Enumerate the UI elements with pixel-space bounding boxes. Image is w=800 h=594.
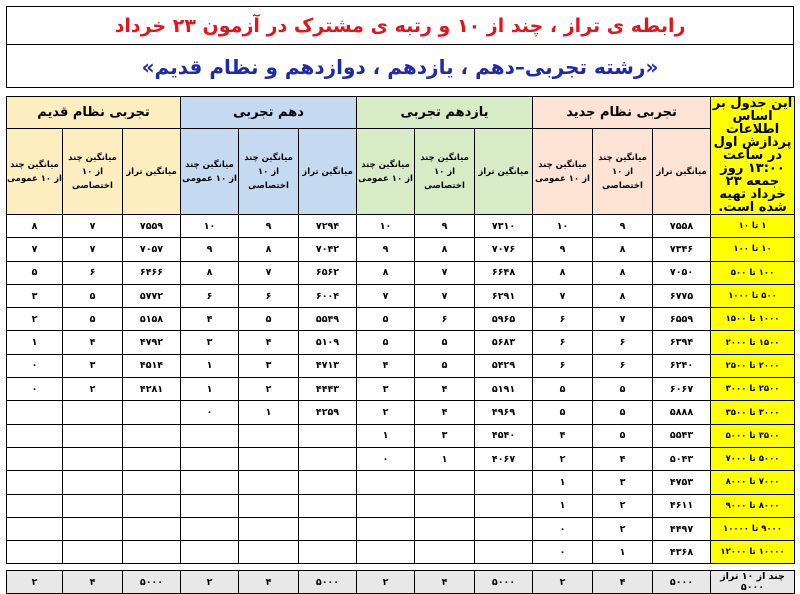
table-cell: ۱۰ [533,215,593,238]
table-cell: ۶ [593,331,653,354]
table-cell: ۷ [593,308,653,331]
table-cell: ۶ [533,308,593,331]
table-cell: ۷ [415,261,475,284]
sub-header-10-1: میانگین چند از ۱۰ اختصاصی [239,129,299,215]
table-cell [239,424,299,447]
table-cell: ۵ [593,424,653,447]
table-cell: ۲ [357,401,415,424]
table-cell [181,471,239,494]
table-cell: ۵ [63,308,123,331]
rank-range: ۱۰ تا ۱۰۰ [711,238,795,261]
rank-range: ۵۰۰ تا ۱۰۰۰ [711,284,795,307]
table-row [7,471,795,494]
rank-range: ۷۰۰۰ تا ۸۰۰۰ [711,471,795,494]
table-cell [239,517,299,540]
table-cell: ۹ [593,215,653,238]
table-cell: ۲ [593,517,653,540]
table-cell: ۴۰۶۷ [475,447,533,470]
table-cell: ۵۶۸۳ [475,331,533,354]
table-spacer [7,564,795,571]
table-cell [299,494,357,517]
table-cell: ۲ [239,378,299,401]
table-cell: ۴۲۵۹ [299,401,357,424]
table-cell: ۴ [533,424,593,447]
footer-cell: ۲ [7,571,63,594]
table-row [7,354,795,377]
table-cell: ۵۰۴۳ [653,447,711,470]
table-cell [7,424,63,447]
table-cell [415,494,475,517]
sub-header-new-0: میانگین تراز [653,129,711,215]
table-cell: ۶ [593,354,653,377]
table-cell: ۸ [533,261,593,284]
table-cell: ۵ [357,331,415,354]
table-cell: ۶ [533,354,593,377]
table-cell [239,447,299,470]
table-cell [299,517,357,540]
table-cell [239,541,299,564]
table-cell [63,517,123,540]
table-cell [63,541,123,564]
table-cell: ۴ [63,331,123,354]
table-cell: ۳ [63,354,123,377]
table-cell: ۶۲۹۱ [475,284,533,307]
table-row [7,401,795,424]
table-cell: ۴ [239,331,299,354]
table-cell: ۴ [181,308,239,331]
table-cell [475,517,533,540]
footer-cell: ۲ [357,571,415,594]
table-cell: ۵۴۲۹ [475,354,533,377]
table-cell: ۱ [533,494,593,517]
table-cell: ۷ [415,284,475,307]
table-cell: ۰ [533,517,593,540]
rank-range: ۱۵۰۰ تا ۲۰۰۰ [711,331,795,354]
table-cell: ۷۰۵۰ [653,261,711,284]
table-cell: ۸ [7,215,63,238]
table-cell [7,471,63,494]
footer-row [7,571,795,594]
table-cell: ۸ [593,284,653,307]
table-cell: ۱ [181,354,239,377]
table-cell: ۶ [415,308,475,331]
title-line-2: «رشته تجربی–دهم ، یازدهم ، دوازدهم و نظام قدیم» [6,44,794,88]
table-cell: ۰ [533,541,593,564]
group-header-10: دهم تجربی [181,97,357,129]
spacer-cell [7,564,795,571]
table-cell: ۹ [181,238,239,261]
rank-range: ۱۰۰ تا ۵۰۰ [711,261,795,284]
footer-cell: ۵۰۰۰ [299,571,357,594]
footer-cell: ۵۰۰۰ [123,571,181,594]
table-cell [239,471,299,494]
table-cell [123,447,181,470]
table-cell: ۷۵۵۹ [123,215,181,238]
table-cell: ۵ [533,401,593,424]
table-cell [123,517,181,540]
table-cell: ۵ [415,354,475,377]
table-cell [475,541,533,564]
table-cell: ۱ [533,471,593,494]
table-cell: ۱۰ [357,215,415,238]
table-row [7,517,795,540]
table-cell: ۳ [593,471,653,494]
footer-cell: ۴ [63,571,123,594]
table-cell: ۶ [533,331,593,354]
group-header-old: تجربی نظام قدیم [7,97,181,129]
table-cell [299,447,357,470]
rank-range: ۹۰۰۰ تا ۱۰۰۰۰ [711,517,795,540]
table-cell: ۶ [63,261,123,284]
table-cell: ۶۷۷۵ [653,284,711,307]
table-cell: ۷۳۱۰ [475,215,533,238]
table-cell: ۵ [357,308,415,331]
table-cell [7,541,63,564]
table-cell [357,541,415,564]
table-row [7,331,795,354]
table-cell: ۸ [357,261,415,284]
table-cell: ۵۵۴۳ [653,424,711,447]
table-cell [123,471,181,494]
table-cell [299,471,357,494]
table-cell: ۶ [181,284,239,307]
table-cell: ۵۹۶۵ [475,308,533,331]
table-cell: ۵۱۹۱ [475,378,533,401]
rank-range: ۱۰۰۰۰ تا ۱۲۰۰۰ [711,541,795,564]
table-cell [357,494,415,517]
table-cell: ۱ [181,378,239,401]
table-cell: ۵۵۴۹ [299,308,357,331]
table-cell: ۶۲۴۰ [653,354,711,377]
table-cell: ۶۴۶۶ [123,261,181,284]
table-cell: ۴ [415,378,475,401]
sub-header-old-1: میانگین چند از ۱۰ اختصاصی [63,129,123,215]
rank-range: ۲۰۰۰ تا ۲۵۰۰ [711,354,795,377]
table-cell: ۱ [357,424,415,447]
table-row [7,284,795,307]
table-cell [7,447,63,470]
rank-range: ۳۵۰۰ تا ۵۰۰۰ [711,424,795,447]
table-cell: ۹ [357,238,415,261]
table-cell: ۸ [593,238,653,261]
title-line-1: رابطه ی تراز ، چند از ۱۰ و رتبه ی مشترک در آزمون ۲۳ خرداد [6,6,794,44]
table-row [7,541,795,564]
table-cell [415,541,475,564]
table-cell: ۷ [63,238,123,261]
table-cell: ۸ [593,261,653,284]
table-cell: ۴۴۴۳ [299,378,357,401]
ranking-table [6,96,795,594]
table-cell: ۴ [593,447,653,470]
table-cell: ۱ [415,447,475,470]
table-cell [181,424,239,447]
footer-cell: ۵۰۰۰ [653,571,711,594]
table-cell: ۵۸۸۸ [653,401,711,424]
table-cell: ۳ [7,284,63,307]
table-row [7,424,795,447]
table-cell [7,517,63,540]
rank-range: ۲۵۰۰ تا ۳۰۰۰ [711,378,795,401]
table-cell: ۴۵۴۰ [475,424,533,447]
table-cell: ۲ [7,308,63,331]
sub-header-10-2: میانگین چند از ۱۰ عمومی [181,129,239,215]
table-cell: ۷ [533,284,593,307]
table-cell [299,541,357,564]
table-cell [299,424,357,447]
table-cell: ۰ [7,354,63,377]
table-cell: ۴۷۱۳ [299,354,357,377]
table-cell: ۱ [239,401,299,424]
table-cell: ۰ [357,447,415,470]
table-row [7,261,795,284]
table-cell: ۴ [415,401,475,424]
rank-range: ۵۰۰۰ تا ۷۰۰۰ [711,447,795,470]
table-cell: ۷۰۴۲ [299,238,357,261]
table-cell: ۲ [593,494,653,517]
table-cell: ۱۰ [181,215,239,238]
table-cell: ۵ [239,308,299,331]
table-cell [63,424,123,447]
table-cell: ۴۷۵۳ [653,471,711,494]
table-cell: ۳ [415,424,475,447]
table-cell: ۵ [593,378,653,401]
table-cell: ۷۲۹۴ [299,215,357,238]
sub-header-11-2: میانگین چند از ۱۰ عمومی [357,129,415,215]
table-cell: ۶ [239,284,299,307]
table-cell [181,517,239,540]
table-cell [415,471,475,494]
table-cell: ۸ [181,261,239,284]
table-cell [63,401,123,424]
sub-header-old-0: میانگین تراز [123,129,181,215]
table-cell: ۸ [239,238,299,261]
table-cell: ۵ [415,331,475,354]
table-cell: ۴۵۱۴ [123,354,181,377]
table-cell: ۴۶۱۱ [653,494,711,517]
table-cell: ۱ [7,331,63,354]
table-cell: ۴۷۹۲ [123,331,181,354]
rank-range: ۱۰۰۰ تا ۱۵۰۰ [711,308,795,331]
footer-cell: ۲ [533,571,593,594]
table-row [7,238,795,261]
group-header-11: یازدهم تجربی [357,97,533,129]
table-cell [123,424,181,447]
table-cell: ۴۲۸۱ [123,378,181,401]
table-cell [181,494,239,517]
table-row [7,378,795,401]
rank-range: ۱ تا ۱۰ [711,215,795,238]
table-cell: ۸ [415,238,475,261]
table-cell: ۶۰۶۷ [653,378,711,401]
table-cell: ۵ [63,284,123,307]
group-header-new: تجربی نظام جدید [533,97,711,129]
table-cell: ۵ [533,378,593,401]
table-cell: ۲ [63,378,123,401]
sub-header-11-0: میانگین تراز [475,129,533,215]
sub-header-new-2: میانگین چند از ۱۰ عمومی [533,129,593,215]
table-cell: ۵۱۰۹ [299,331,357,354]
rank-range: ۳۰۰۰ تا ۳۵۰۰ [711,401,795,424]
table-cell [357,517,415,540]
table-cell [7,494,63,517]
footer-cell: ۴ [239,571,299,594]
sub-header-10-0: میانگین تراز [299,129,357,215]
table-cell [63,447,123,470]
rank-range: ۸۰۰۰ تا ۹۰۰۰ [711,494,795,517]
table-row [7,494,795,517]
footer-label: چند از ۱۰ تراز ۵۰۰۰ [711,571,795,594]
table-cell: ۷۵۵۸ [653,215,711,238]
table-cell: ۵ [7,261,63,284]
table-cell: ۵۷۷۲ [123,284,181,307]
table-cell: ۰ [181,401,239,424]
table-row [7,215,795,238]
table-cell: ۴۴۹۷ [653,517,711,540]
table-cell: ۴۳۶۸ [653,541,711,564]
table-cell: ۷۰۷۶ [475,238,533,261]
table-cell: ۹ [415,215,475,238]
table-cell: ۷ [239,261,299,284]
table-cell: ۳ [181,331,239,354]
sub-header-old-2: میانگین چند از ۱۰ عمومی [7,129,63,215]
table-cell: ۳ [357,378,415,401]
table-cell: ۹ [533,238,593,261]
table-cell [63,471,123,494]
table-cell: ۵ [593,401,653,424]
footer-cell: ۲ [181,571,239,594]
footer-cell: ۴ [415,571,475,594]
table-cell [123,401,181,424]
sub-header-11-1: میانگین چند از ۱۰ اختصاصی [415,129,475,215]
table-cell [239,494,299,517]
table-cell: ۰ [7,378,63,401]
table-cell: ۷ [7,238,63,261]
table-cell: ۹ [239,215,299,238]
table-cell: ۵۱۵۸ [123,308,181,331]
table-row [7,447,795,470]
table-cell: ۲ [533,447,593,470]
table-cell [181,541,239,564]
table-cell: ۳ [239,354,299,377]
table-cell: ۶۰۰۴ [299,284,357,307]
table-cell [415,517,475,540]
table-cell: ۶۳۹۴ [653,331,711,354]
range-header: این جدول بر اساس اطلاعات پردازش اول در ساعت ۱۳:۰۰ روز جمعه ۲۳ خرداد تهیه شده است. [711,97,795,215]
table-cell [123,494,181,517]
table-cell [475,494,533,517]
table-cell [63,494,123,517]
table-row [7,308,795,331]
table-cell [7,401,63,424]
table-cell: ۶۵۶۲ [299,261,357,284]
footer-cell: ۵۰۰۰ [475,571,533,594]
table-cell: ۱ [593,541,653,564]
table-cell [181,447,239,470]
table-cell [475,471,533,494]
sub-header-new-1: میانگین چند از ۱۰ اختصاصی [593,129,653,215]
table-cell: ۴ [357,354,415,377]
table-cell: ۷ [357,284,415,307]
table-cell: ۷۳۴۶ [653,238,711,261]
table-cell [357,471,415,494]
table-cell [123,541,181,564]
table-cell: ۷ [63,215,123,238]
table-cell: ۷۰۵۷ [123,238,181,261]
footer-cell: ۴ [593,571,653,594]
table-cell: ۶۶۴۸ [475,261,533,284]
table-cell: ۴۹۶۹ [475,401,533,424]
table-cell: ۶۵۵۹ [653,308,711,331]
